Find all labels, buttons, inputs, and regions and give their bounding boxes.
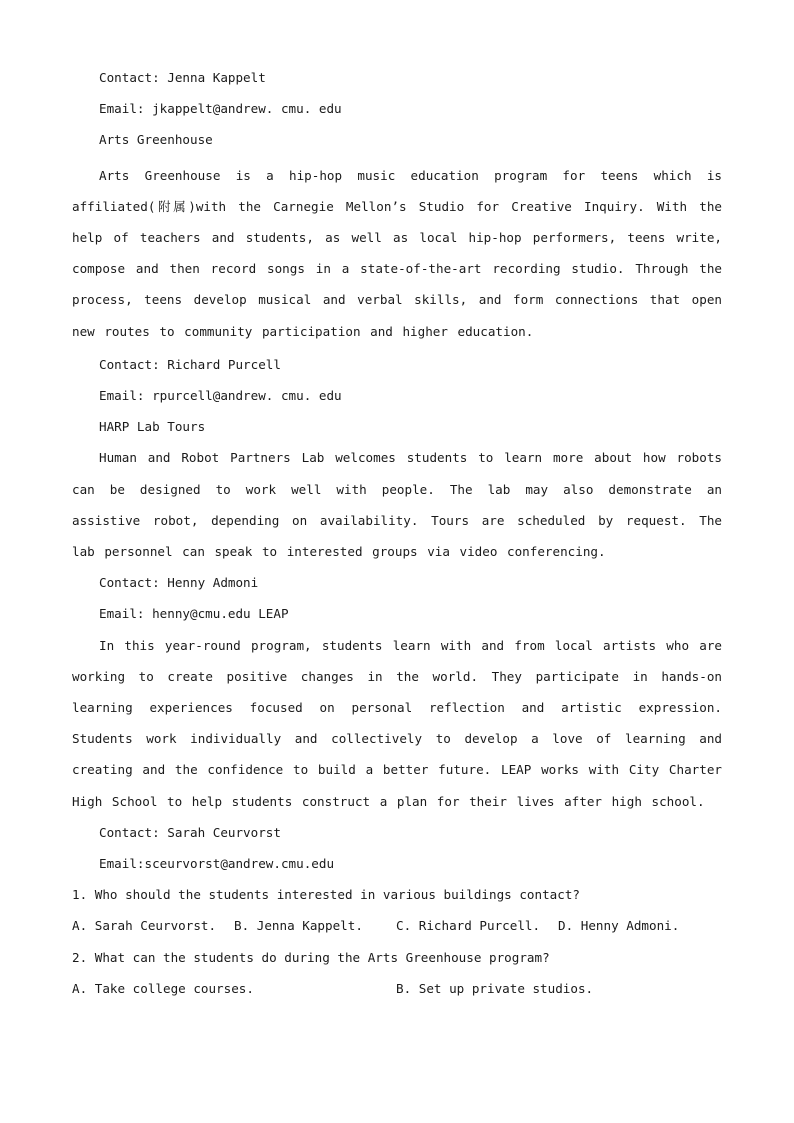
question-text: 2. What can the students do during the Arts Greenhouse program?	[72, 949, 550, 965]
answer-option: C. Richard Purcell.	[396, 918, 541, 934]
answer-option: B. Set up private studios.	[396, 980, 594, 996]
email-line: Email:sceurvorst@andrew.cmu.edu	[99, 855, 335, 871]
answer-option: D. Henny Admoni.	[558, 918, 680, 934]
answer-option: A. Sarah Ceurvorst.	[72, 918, 217, 934]
document-page	[72, 62, 722, 1004]
section-paragraph: Arts Greenhouse is a hip-hop music education program for teens which is affiliated(附属)with the Carnegie Mellon’s Studio for Creative Inquiry. With the help of teachers and students, as well as local hip-hop performers, teens write, compose and then record songs in a state-of-the-art recording studio. Through the process, teens develop musical and verbal skills, and form connections that open new routes to community participation and higher education.	[72, 167, 722, 339]
section-title: Arts Greenhouse	[99, 132, 213, 148]
contact-line: Contact: Jenna Kappelt	[99, 70, 266, 85]
answer-option: B. Jenna Kappelt.	[234, 918, 363, 934]
section-paragraph: Human and Robot Partners Lab welcomes students to learn more about how robots can be designed to work well with people. The lab may also demonstrate an assistive robot, depending on availability. Tours are scheduled by request. The lab personnel can speak to interested groups via video conferencing.	[72, 450, 722, 559]
answer-options	[72, 973, 722, 1004]
contact-line: Contact: Henny Admoni	[99, 575, 259, 591]
section-paragraph: In this year-round program, students learn with and from local artists who are working to create positive changes in the world. They participate in hands-on learning experiences focused on personal reflection and artistic expression. Students work individually and collectively to develop a love of learning and creating and the confidence to build a better future. LEAP works with City Charter High School to help students construct a plan for their lives after high school.	[72, 637, 722, 809]
answer-option: A. Take college courses.	[72, 980, 254, 996]
contact-line: Contact: Richard Purcell	[99, 356, 281, 372]
section-title: HARP Lab Tours	[99, 419, 206, 435]
answer-options	[72, 910, 722, 941]
email-line: Email: jkappelt@andrew. cmu. edu	[99, 101, 342, 117]
question-text: 1. Who should the students interested in various buildings contact?	[72, 887, 580, 903]
email-line: Email: henny@cmu.edu LEAP	[99, 606, 289, 622]
contact-line: Contact: Sarah Ceurvorst	[99, 824, 281, 840]
email-line: Email: rpurcell@andrew. cmu. edu	[99, 387, 342, 403]
